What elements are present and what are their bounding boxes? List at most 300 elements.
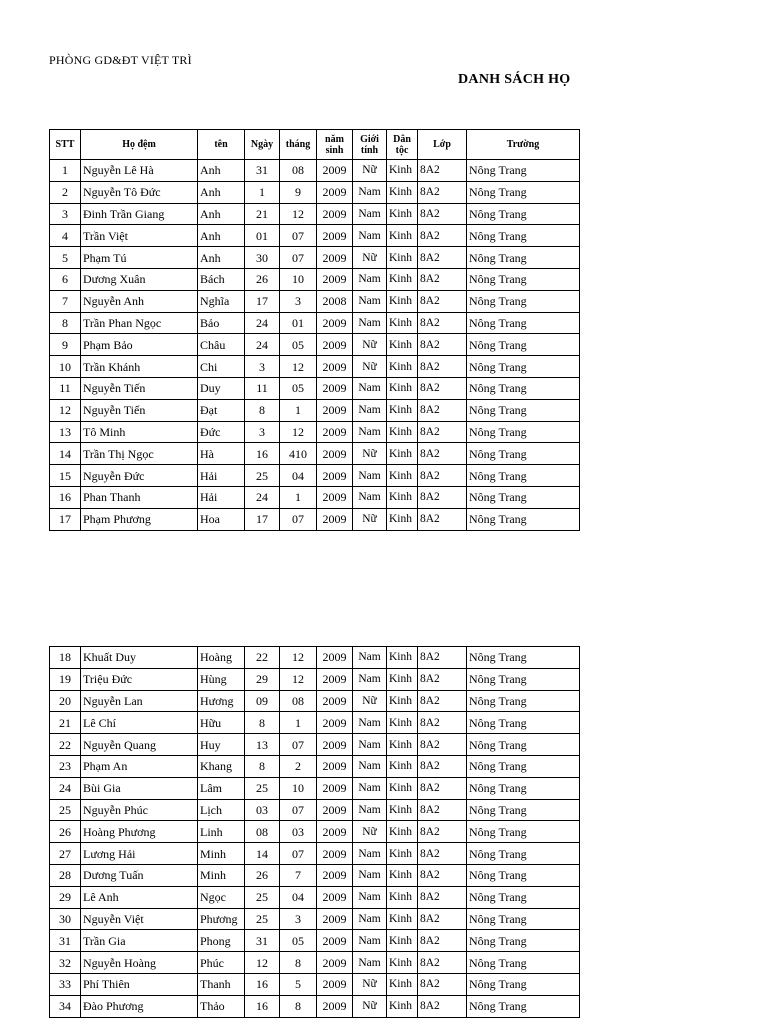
table-header-row: [50, 130, 580, 160]
cell-stt: 23: [50, 755, 81, 777]
cell-truong: Nông Trang: [467, 712, 580, 734]
cell-gioi-tinh: Nữ: [353, 973, 387, 995]
cell-dan-toc: Kinh: [387, 777, 418, 799]
cell-ho-dem: Khuất Duy: [81, 647, 198, 669]
cell-gioi-tinh: Nam: [353, 225, 387, 247]
cell-stt: 7: [50, 290, 81, 312]
cell-truong: Nông Trang: [467, 443, 580, 465]
cell-ho-dem: Trần Việt: [81, 225, 198, 247]
cell-stt: 32: [50, 952, 81, 974]
header-truong: Trường: [467, 130, 580, 160]
cell-dan-toc: Kinh: [387, 443, 418, 465]
cell-ten: Anh: [198, 247, 245, 269]
cell-dan-toc: Kinh: [387, 973, 418, 995]
cell-lop: 8A2: [418, 799, 467, 821]
cell-dan-toc: Kinh: [387, 399, 418, 421]
cell-ngay: 1: [245, 181, 280, 203]
cell-ngay: 25: [245, 465, 280, 487]
cell-ngay: 09: [245, 690, 280, 712]
cell-ten: Minh: [198, 843, 245, 865]
cell-stt: 34: [50, 995, 81, 1017]
cell-nam-sinh: 2009: [317, 160, 353, 182]
cell-gioi-tinh: Nam: [353, 908, 387, 930]
table-row: [50, 486, 580, 508]
cell-ten: Phương: [198, 908, 245, 930]
cell-stt: 20: [50, 690, 81, 712]
cell-stt: 9: [50, 334, 81, 356]
cell-ho-dem: Lê Anh: [81, 886, 198, 908]
table-row: [50, 247, 580, 269]
cell-gioi-tinh: Nam: [353, 312, 387, 334]
cell-truong: Nông Trang: [467, 886, 580, 908]
cell-gioi-tinh: Nam: [353, 952, 387, 974]
cell-lop: 8A2: [418, 225, 467, 247]
cell-thang: 410: [280, 443, 317, 465]
cell-ngay: 16: [245, 973, 280, 995]
table-row: [50, 225, 580, 247]
cell-ten: Linh: [198, 821, 245, 843]
department-name: PHÒNG GD&ĐT VIỆT TRÌ: [49, 53, 192, 67]
cell-gioi-tinh: Nam: [353, 843, 387, 865]
table-row: [50, 952, 580, 974]
cell-ten: Anh: [198, 160, 245, 182]
cell-truong: Nông Trang: [467, 225, 580, 247]
cell-ngay: 16: [245, 443, 280, 465]
cell-thang: 07: [280, 843, 317, 865]
table-row: [50, 334, 580, 356]
cell-ho-dem: Dương Xuân: [81, 268, 198, 290]
cell-dan-toc: Kinh: [387, 290, 418, 312]
cell-ngay: 24: [245, 486, 280, 508]
cell-lop: 8A2: [418, 399, 467, 421]
cell-gioi-tinh: Nam: [353, 799, 387, 821]
cell-truong: Nông Trang: [467, 777, 580, 799]
cell-dan-toc: Kinh: [387, 690, 418, 712]
header-ngay: Ngày: [245, 130, 280, 160]
table-row: [50, 668, 580, 690]
cell-ten: Minh: [198, 864, 245, 886]
cell-ho-dem: Nguyễn Tiến: [81, 377, 198, 399]
cell-dan-toc: Kinh: [387, 734, 418, 756]
cell-ten: Huy: [198, 734, 245, 756]
cell-lop: 8A2: [418, 734, 467, 756]
cell-ngay: 30: [245, 247, 280, 269]
cell-truong: Nông Trang: [467, 734, 580, 756]
cell-ten: Đức: [198, 421, 245, 443]
cell-gioi-tinh: Nam: [353, 290, 387, 312]
cell-dan-toc: Kinh: [387, 995, 418, 1017]
cell-thang: 08: [280, 160, 317, 182]
cell-ho-dem: Nguyễn Lan: [81, 690, 198, 712]
cell-stt: 21: [50, 712, 81, 734]
table-body: [50, 647, 580, 1018]
cell-nam-sinh: 2009: [317, 508, 353, 530]
cell-gioi-tinh: Nam: [353, 668, 387, 690]
cell-lop: 8A2: [418, 712, 467, 734]
cell-truong: Nông Trang: [467, 908, 580, 930]
cell-thang: 05: [280, 377, 317, 399]
cell-stt: 4: [50, 225, 81, 247]
table-row: [50, 268, 580, 290]
cell-gioi-tinh: Nữ: [353, 443, 387, 465]
cell-ho-dem: Lê Chí: [81, 712, 198, 734]
cell-ten: Châu: [198, 334, 245, 356]
cell-thang: 07: [280, 225, 317, 247]
cell-dan-toc: Kinh: [387, 334, 418, 356]
cell-truong: Nông Trang: [467, 973, 580, 995]
cell-thang: 7: [280, 864, 317, 886]
cell-ngay: 13: [245, 734, 280, 756]
cell-lop: 8A2: [418, 181, 467, 203]
cell-thang: 05: [280, 334, 317, 356]
cell-stt: 26: [50, 821, 81, 843]
cell-nam-sinh: 2009: [317, 247, 353, 269]
header-nam-sinh: năm sinh: [317, 130, 353, 160]
cell-truong: Nông Trang: [467, 160, 580, 182]
cell-dan-toc: Kinh: [387, 843, 418, 865]
cell-thang: 10: [280, 268, 317, 290]
cell-thang: 07: [280, 734, 317, 756]
header-stt: STT: [50, 130, 81, 160]
cell-dan-toc: Kinh: [387, 952, 418, 974]
cell-dan-toc: Kinh: [387, 356, 418, 378]
cell-ho-dem: Trần Khánh: [81, 356, 198, 378]
cell-dan-toc: Kinh: [387, 886, 418, 908]
cell-truong: Nông Trang: [467, 821, 580, 843]
cell-gioi-tinh: Nữ: [353, 334, 387, 356]
cell-stt: 10: [50, 356, 81, 378]
cell-ho-dem: Nguyễn Quang: [81, 734, 198, 756]
cell-gioi-tinh: Nam: [353, 181, 387, 203]
cell-ten: Lịch: [198, 799, 245, 821]
document-title: DANH SÁCH HỌ: [458, 72, 571, 87]
cell-stt: 14: [50, 443, 81, 465]
cell-lop: 8A2: [418, 668, 467, 690]
cell-ngay: 17: [245, 508, 280, 530]
table-row: [50, 712, 580, 734]
table-row: [50, 734, 580, 756]
cell-ten: Lâm: [198, 777, 245, 799]
cell-ten: Bách: [198, 268, 245, 290]
cell-gioi-tinh: Nữ: [353, 690, 387, 712]
cell-dan-toc: Kinh: [387, 377, 418, 399]
cell-gioi-tinh: Nam: [353, 886, 387, 908]
cell-gioi-tinh: Nam: [353, 864, 387, 886]
cell-truong: Nông Trang: [467, 690, 580, 712]
cell-ngay: 3: [245, 356, 280, 378]
cell-ngay: 25: [245, 886, 280, 908]
cell-thang: 5: [280, 973, 317, 995]
cell-dan-toc: Kinh: [387, 421, 418, 443]
table-row: [50, 399, 580, 421]
cell-dan-toc: Kinh: [387, 225, 418, 247]
table-row: [50, 777, 580, 799]
cell-ho-dem: Nguyễn Anh: [81, 290, 198, 312]
cell-gioi-tinh: Nữ: [353, 508, 387, 530]
cell-thang: 12: [280, 647, 317, 669]
cell-lop: 8A2: [418, 160, 467, 182]
cell-lop: 8A2: [418, 886, 467, 908]
cell-nam-sinh: 2009: [317, 712, 353, 734]
cell-ten: Anh: [198, 181, 245, 203]
cell-ten: Hà: [198, 443, 245, 465]
cell-truong: Nông Trang: [467, 181, 580, 203]
cell-ten: Anh: [198, 203, 245, 225]
cell-ho-dem: Phạm Bảo: [81, 334, 198, 356]
cell-nam-sinh: 2009: [317, 334, 353, 356]
cell-lop: 8A2: [418, 377, 467, 399]
header-ho-dem: Họ đệm: [81, 130, 198, 160]
cell-ho-dem: Hoàng Phương: [81, 821, 198, 843]
cell-truong: Nông Trang: [467, 377, 580, 399]
cell-ho-dem: Phạm An: [81, 755, 198, 777]
table-row: [50, 160, 580, 182]
cell-lop: 8A2: [418, 421, 467, 443]
cell-nam-sinh: 2009: [317, 886, 353, 908]
cell-dan-toc: Kinh: [387, 160, 418, 182]
cell-stt: 27: [50, 843, 81, 865]
cell-truong: Nông Trang: [467, 755, 580, 777]
cell-stt: 31: [50, 930, 81, 952]
cell-stt: 2: [50, 181, 81, 203]
cell-nam-sinh: 2009: [317, 799, 353, 821]
cell-ngay: 22: [245, 647, 280, 669]
cell-lop: 8A2: [418, 647, 467, 669]
cell-thang: 12: [280, 668, 317, 690]
cell-lop: 8A2: [418, 247, 467, 269]
cell-ngay: 21: [245, 203, 280, 225]
cell-ten: Hải: [198, 465, 245, 487]
cell-ten: Hải: [198, 486, 245, 508]
cell-ten: Chi: [198, 356, 245, 378]
cell-thang: 8: [280, 995, 317, 1017]
cell-lop: 8A2: [418, 290, 467, 312]
cell-ho-dem: Nguyễn Đức: [81, 465, 198, 487]
cell-gioi-tinh: Nam: [353, 755, 387, 777]
cell-thang: 07: [280, 508, 317, 530]
cell-gioi-tinh: Nam: [353, 421, 387, 443]
table-row: [50, 886, 580, 908]
cell-lop: 8A2: [418, 821, 467, 843]
cell-thang: 9: [280, 181, 317, 203]
cell-nam-sinh: 2008: [317, 290, 353, 312]
cell-lop: 8A2: [418, 486, 467, 508]
cell-nam-sinh: 2009: [317, 973, 353, 995]
cell-lop: 8A2: [418, 930, 467, 952]
cell-nam-sinh: 2009: [317, 356, 353, 378]
cell-stt: 24: [50, 777, 81, 799]
cell-nam-sinh: 2009: [317, 821, 353, 843]
cell-lop: 8A2: [418, 864, 467, 886]
cell-dan-toc: Kinh: [387, 508, 418, 530]
cell-dan-toc: Kinh: [387, 203, 418, 225]
table-row: [50, 908, 580, 930]
table-row: [50, 508, 580, 530]
cell-gioi-tinh: Nam: [353, 486, 387, 508]
cell-ten: Phúc: [198, 952, 245, 974]
cell-ho-dem: Nguyễn Việt: [81, 908, 198, 930]
cell-ten: Hữu: [198, 712, 245, 734]
cell-ten: Nghĩa: [198, 290, 245, 312]
cell-lop: 8A2: [418, 755, 467, 777]
cell-ngay: 8: [245, 755, 280, 777]
cell-lop: 8A2: [418, 508, 467, 530]
cell-truong: Nông Trang: [467, 508, 580, 530]
cell-ho-dem: Nguyễn Lê Hà: [81, 160, 198, 182]
cell-truong: Nông Trang: [467, 647, 580, 669]
cell-dan-toc: Kinh: [387, 864, 418, 886]
cell-nam-sinh: 2009: [317, 465, 353, 487]
cell-ngay: 25: [245, 777, 280, 799]
table-row: [50, 356, 580, 378]
cell-ngay: 8: [245, 399, 280, 421]
table-row: [50, 443, 580, 465]
table-row: [50, 203, 580, 225]
cell-nam-sinh: 2009: [317, 377, 353, 399]
cell-gioi-tinh: Nam: [353, 734, 387, 756]
cell-nam-sinh: 2009: [317, 908, 353, 930]
cell-stt: 29: [50, 886, 81, 908]
table-row: [50, 181, 580, 203]
cell-ten: Ngọc: [198, 886, 245, 908]
cell-stt: 1: [50, 160, 81, 182]
cell-stt: 6: [50, 268, 81, 290]
cell-ho-dem: Nguyễn Tiến: [81, 399, 198, 421]
cell-truong: Nông Trang: [467, 952, 580, 974]
cell-ngay: 14: [245, 843, 280, 865]
cell-lop: 8A2: [418, 908, 467, 930]
cell-lop: 8A2: [418, 690, 467, 712]
cell-ho-dem: Bùi Gia: [81, 777, 198, 799]
cell-ho-dem: Phí Thiên: [81, 973, 198, 995]
cell-nam-sinh: 2009: [317, 443, 353, 465]
cell-stt: 18: [50, 647, 81, 669]
cell-thang: 1: [280, 712, 317, 734]
cell-ngay: 8: [245, 712, 280, 734]
cell-gioi-tinh: Nam: [353, 399, 387, 421]
cell-thang: 08: [280, 690, 317, 712]
cell-nam-sinh: 2009: [317, 268, 353, 290]
cell-dan-toc: Kinh: [387, 930, 418, 952]
header-lop: Lớp: [418, 130, 467, 160]
cell-thang: 05: [280, 930, 317, 952]
student-table-page-1: [49, 129, 580, 531]
cell-thang: 3: [280, 908, 317, 930]
cell-ho-dem: Phạm Tú: [81, 247, 198, 269]
cell-ho-dem: Trần Thị Ngọc: [81, 443, 198, 465]
cell-thang: 10: [280, 777, 317, 799]
table-row: [50, 690, 580, 712]
cell-thang: 12: [280, 421, 317, 443]
cell-lop: 8A2: [418, 334, 467, 356]
cell-gioi-tinh: Nam: [353, 930, 387, 952]
cell-dan-toc: Kinh: [387, 712, 418, 734]
table-row: [50, 465, 580, 487]
cell-dan-toc: Kinh: [387, 908, 418, 930]
cell-nam-sinh: 2009: [317, 995, 353, 1017]
cell-ho-dem: Phan Thanh: [81, 486, 198, 508]
cell-nam-sinh: 2009: [317, 421, 353, 443]
cell-lop: 8A2: [418, 203, 467, 225]
cell-ho-dem: Triệu Đức: [81, 668, 198, 690]
cell-thang: 1: [280, 399, 317, 421]
cell-ho-dem: Nguyễn Tô Đức: [81, 181, 198, 203]
cell-stt: 25: [50, 799, 81, 821]
table-row: [50, 843, 580, 865]
cell-truong: Nông Trang: [467, 334, 580, 356]
cell-ngay: 25: [245, 908, 280, 930]
cell-ngay: 11: [245, 377, 280, 399]
cell-ngay: 01: [245, 225, 280, 247]
cell-truong: Nông Trang: [467, 995, 580, 1017]
cell-stt: 15: [50, 465, 81, 487]
cell-truong: Nông Trang: [467, 356, 580, 378]
cell-ho-dem: Nguyễn Phúc: [81, 799, 198, 821]
cell-ten: Hương: [198, 690, 245, 712]
cell-ho-dem: Trần Phan Ngọc: [81, 312, 198, 334]
table-body: [50, 160, 580, 531]
cell-ho-dem: Phạm Phương: [81, 508, 198, 530]
cell-nam-sinh: 2009: [317, 864, 353, 886]
cell-truong: Nông Trang: [467, 843, 580, 865]
cell-gioi-tinh: Nam: [353, 377, 387, 399]
cell-dan-toc: Kinh: [387, 668, 418, 690]
cell-stt: 33: [50, 973, 81, 995]
table-row: [50, 647, 580, 669]
cell-gioi-tinh: Nam: [353, 712, 387, 734]
cell-dan-toc: Kinh: [387, 181, 418, 203]
cell-ngay: 17: [245, 290, 280, 312]
cell-lop: 8A2: [418, 973, 467, 995]
table-row: [50, 973, 580, 995]
cell-ten: Thanh: [198, 973, 245, 995]
cell-truong: Nông Trang: [467, 465, 580, 487]
cell-truong: Nông Trang: [467, 247, 580, 269]
cell-thang: 07: [280, 247, 317, 269]
cell-nam-sinh: 2009: [317, 952, 353, 974]
cell-dan-toc: Kinh: [387, 312, 418, 334]
cell-gioi-tinh: Nữ: [353, 356, 387, 378]
cell-ngay: 16: [245, 995, 280, 1017]
cell-ngay: 31: [245, 930, 280, 952]
cell-ten: Phong: [198, 930, 245, 952]
cell-stt: 11: [50, 377, 81, 399]
cell-stt: 12: [50, 399, 81, 421]
table-row: [50, 312, 580, 334]
cell-nam-sinh: 2009: [317, 399, 353, 421]
cell-nam-sinh: 2009: [317, 755, 353, 777]
cell-gioi-tinh: Nam: [353, 647, 387, 669]
cell-truong: Nông Trang: [467, 203, 580, 225]
cell-ten: Khang: [198, 755, 245, 777]
table-row: [50, 290, 580, 312]
cell-ngay: 31: [245, 160, 280, 182]
cell-gioi-tinh: Nam: [353, 465, 387, 487]
cell-ten: Hoàng: [198, 647, 245, 669]
cell-ngay: 26: [245, 268, 280, 290]
cell-ngay: 08: [245, 821, 280, 843]
cell-nam-sinh: 2009: [317, 486, 353, 508]
header-dan-toc: Dân tộc: [387, 130, 418, 160]
cell-truong: Nông Trang: [467, 799, 580, 821]
cell-lop: 8A2: [418, 843, 467, 865]
cell-nam-sinh: 2009: [317, 843, 353, 865]
cell-ho-dem: Dương Tuấn: [81, 864, 198, 886]
cell-thang: 04: [280, 465, 317, 487]
cell-truong: Nông Trang: [467, 312, 580, 334]
cell-gioi-tinh: Nữ: [353, 160, 387, 182]
cell-ngay: 24: [245, 334, 280, 356]
